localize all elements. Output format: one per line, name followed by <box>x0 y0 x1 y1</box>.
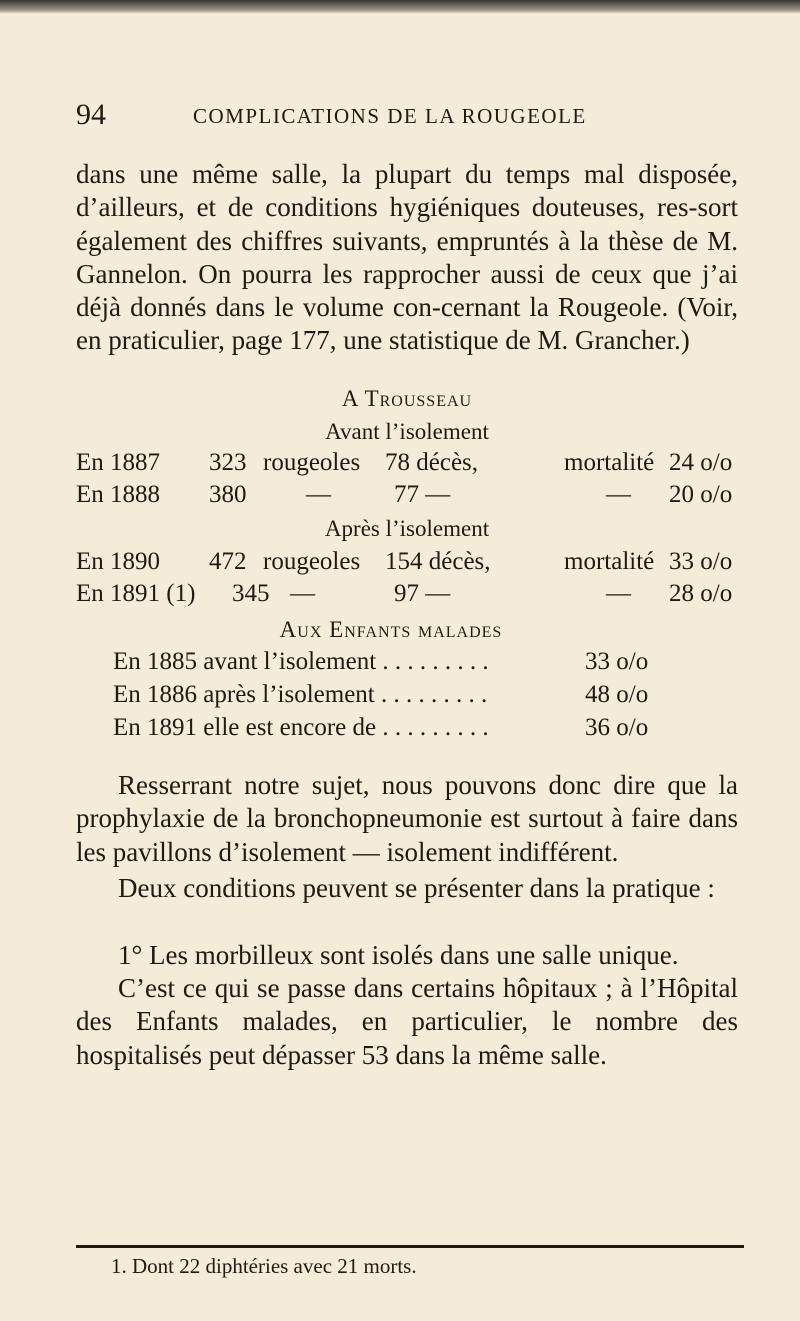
cases-cell: 472 <box>209 548 247 575</box>
rate-cell: 33 o/o <box>585 648 649 675</box>
table-heading-trousseau: A Trousseau <box>341 386 473 411</box>
mortality-label-cell: mortalité <box>564 449 655 476</box>
label-after-isolation: Après l’isolement <box>324 516 490 541</box>
year-cell: En 1887 <box>76 449 161 476</box>
rate-cell: 24 o/o <box>669 449 733 476</box>
period-cell: En 1885 avant l’isolement . . . . . . . . . <box>113 648 489 675</box>
footnote: 1. Dont 22 diphtéries avec 21 morts. <box>111 1254 417 1278</box>
running-title: COMPLICATIONS DE LA ROUGEOLE <box>193 104 587 128</box>
paragraph-conditions: Deux conditions peuvent se présenter dans la pratique : <box>118 873 715 903</box>
rate-cell: 28 o/o <box>669 580 733 607</box>
deaths-cell: 154 décès, <box>385 548 491 575</box>
footnote-divider <box>76 1245 744 1248</box>
unit-cell: rougeoles <box>263 449 361 476</box>
unit-cell: — <box>290 580 315 607</box>
mortality-label-cell: mortalité <box>564 548 655 575</box>
period-cell: En 1891 elle est encore de . . . . . . . . . <box>113 714 489 741</box>
period-cell: En 1886 après l’isolement . . . . . . . . . <box>113 681 488 708</box>
rate-cell: 33 o/o <box>669 548 733 575</box>
label-before-isolation: Avant l’isolement <box>325 419 489 444</box>
rate-cell: 20 o/o <box>669 481 733 508</box>
table-row <box>76 481 746 511</box>
deaths-cell: 97 — <box>394 580 451 607</box>
table-row <box>113 648 733 678</box>
deaths-cell: 77 — <box>394 481 451 508</box>
paragraph-intro: dans une même salle, la plupart du temps mal disposée, d’ailleurs, et de conditions hygiéniques douteuses, res-sort également des chiffres suivants, empruntés à la thèse de M. Gannelon. On pourra les rapprocher aussi de ceux que j’ai déjà donnés dans le volume con-cernant la Rougeole. (Voir, en praticulier, page 177, une statistique de M. Grancher.) <box>76 159 738 356</box>
page-header <box>76 98 756 138</box>
table-row <box>76 449 746 479</box>
paragraph-single-ward: 1° Les morbilleux sont isolés dans une salle unique. <box>118 940 679 970</box>
scan-top-edge <box>0 0 800 14</box>
unit-cell: rougeoles <box>263 548 361 575</box>
year-cell: En 1891 (1) <box>76 580 196 607</box>
cases-cell: 323 <box>209 449 247 476</box>
table-row <box>76 580 746 610</box>
rate-cell: 48 o/o <box>585 681 649 708</box>
paragraph-hospitals: C’est ce qui se passe dans certains hôpitaux ; à l’Hôpital des Enfants malades, en particulier, le nombre des hospitalisés peut dépasser 53 dans la même salle. <box>76 973 738 1070</box>
cases-cell: 345 <box>232 580 270 607</box>
cases-cell: 380 <box>209 481 247 508</box>
table-row <box>76 548 746 578</box>
table-heading-enfants: Aux Enfants malades <box>279 617 503 642</box>
page-number: 94 <box>76 98 106 131</box>
mortality-label-cell: — <box>606 580 631 607</box>
table-row <box>113 681 733 711</box>
rate-cell: 36 o/o <box>585 714 649 741</box>
year-cell: En 1888 <box>76 481 161 508</box>
year-cell: En 1890 <box>76 548 161 575</box>
deaths-cell: 78 décès, <box>385 449 479 476</box>
table-row <box>113 714 733 744</box>
mortality-label-cell: — <box>606 481 631 508</box>
paragraph-prophylaxis: Resserrant notre sujet, nous pouvons donc dire que la prophylaxie de la bronchopneumonie est surtout à faire dans les pavillons d’isolement — isolement indifférent. <box>76 770 738 867</box>
unit-cell: — <box>306 481 331 508</box>
